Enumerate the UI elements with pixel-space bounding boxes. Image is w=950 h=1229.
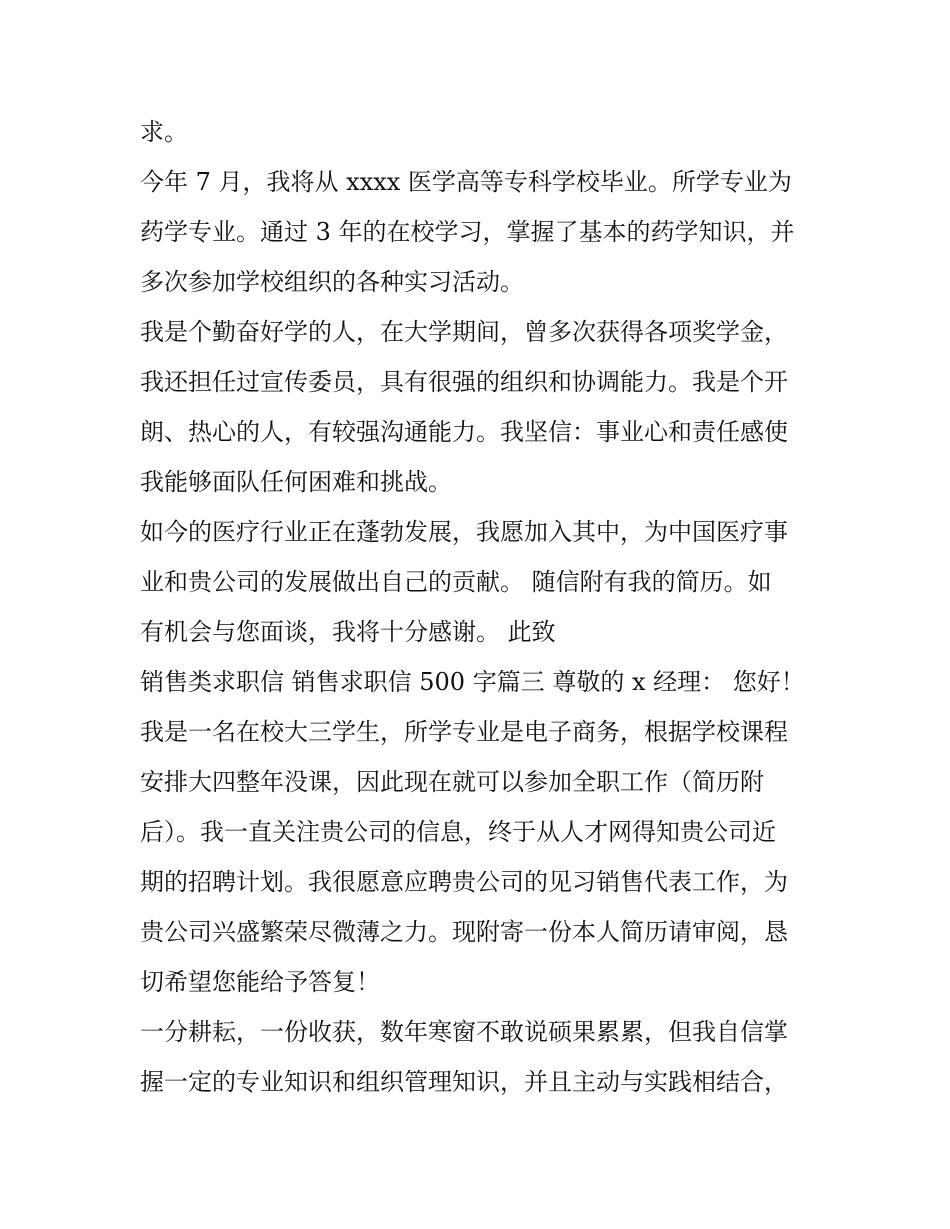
text-line: 如今的医疗行业正在蓬勃发展，我愿加入其中，为中国医疗事: [140, 518, 788, 546]
text-line: 今年 7 月，我将从 xxxx 医学高等专科学校毕业。所学专业为: [140, 168, 792, 196]
text-line: 安排大四整年没课，因此现在就可以参加全职工作（简历附: [140, 768, 764, 796]
text-line: 销售类求职信 销售求职信 500 字篇三 尊敬的 x 经理： 您好！: [140, 668, 805, 696]
text-line: 我是一名在校大三学生，所学专业是电子商务，根据学校课程: [140, 718, 788, 746]
text-line: 一分耕耘，一份收获，数年寒窗不敢说硕果累累，但我自信掌: [140, 1018, 788, 1046]
text-line: 药学专业。通过 3 年的在校学习，掌握了基本的药学知识，并: [140, 218, 795, 246]
text-line: 期的招聘计划。我很愿意应聘贵公司的见习销售代表工作，为: [140, 868, 788, 896]
text-line: 我能够面队任何困难和挑战。: [140, 468, 452, 496]
text-line: 多次参加学校组织的各种实习活动。: [140, 268, 524, 296]
text-line: 我是个勤奋好学的人，在大学期间，曾多次获得各项奖学金，: [140, 318, 788, 346]
text-line: 切希望您能给予答复！: [140, 968, 380, 996]
text-line: 有机会与您面谈，我将十分感谢。 此致: [140, 618, 556, 646]
text-line: 业和贵公司的发展做出自己的贡献。 随信附有我的简历。如: [140, 568, 772, 596]
text-line: 贵公司兴盛繁荣尽微薄之力。现附寄一份本人简历请审阅，恳: [140, 918, 788, 946]
text-line: 求。: [140, 118, 188, 146]
text-line: 后）。我一直关注贵公司的信息，终于从人才网得知贵公司近: [140, 818, 776, 846]
text-line: 朗、热心的人，有较强沟通能力。我坚信：事业心和责任感使: [140, 418, 788, 446]
text-line: 我还担任过宣传委员，具有很强的组织和协调能力。我是个开: [140, 368, 788, 396]
letter-body: [140, 107, 820, 1107]
text-line: 握一定的专业知识和组织管理知识，并且主动与实践相结合，: [140, 1068, 788, 1096]
